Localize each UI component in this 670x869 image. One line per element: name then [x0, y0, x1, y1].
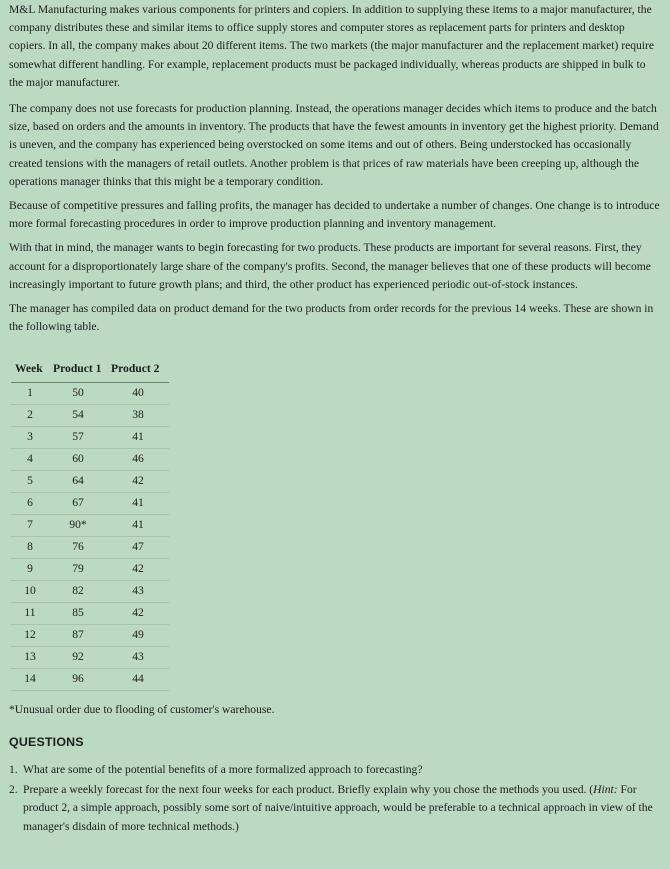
product-1-cell: 82	[49, 580, 107, 602]
demand-table-container	[11, 356, 661, 690]
table-row	[11, 668, 169, 690]
week-cell: 14	[11, 668, 49, 690]
demand-table	[11, 356, 169, 690]
product-2-cell: 38	[107, 404, 169, 426]
planning-paragraph: The company does not use forecasts for production planning. Instead, the operations manager decides which items to produce and the batch size, based on orders and the amounts in inventory. The products that have the fewest amounts in inventory get the highest priority. Demand is uneven, and the company has experienced being overstocked on some items and out of others. Being understocked has occasionally created tensions with the managers of retail outlets. Another problem is that prices of raw materials have been creeping up, although the operations manager thinks that this might be a temporary condition.	[9, 102, 659, 188]
table-row	[11, 426, 169, 448]
product-2-cell: 41	[107, 492, 169, 514]
week-cell: 13	[11, 646, 49, 668]
header-product-2: Product 2	[107, 356, 169, 382]
product-2-cell: 40	[107, 382, 169, 404]
product-2-cell: 42	[107, 602, 169, 624]
changes-paragraph: Because of competitive pressures and falling profits, the manager has decided to undertake a number of changes. One change is to introduce more formal forecasting procedures in order to improve production planning and inventory management.	[9, 199, 660, 231]
header-product-1: Product 1	[49, 356, 107, 382]
question-item	[9, 761, 661, 779]
product-1-cell: 50	[49, 382, 107, 404]
product-2-cell: 43	[107, 580, 169, 602]
product-1-cell: 96	[49, 668, 107, 690]
demand-table-body	[11, 382, 169, 690]
product-2-cell: 47	[107, 536, 169, 558]
product-1-cell: 79	[49, 558, 107, 580]
question-number: 2.	[9, 783, 18, 797]
week-cell: 7	[11, 514, 49, 536]
product-1-cell: 92	[49, 646, 107, 668]
question-text-after: For product 2, a simple approach, possibly some sort of naive/intuitive approach, would be preferable to a technical approach in view of the manager's disdain of more technical methods.)	[23, 783, 653, 833]
product-2-cell: 41	[107, 514, 169, 536]
table-row	[11, 580, 169, 602]
table-row	[11, 470, 169, 492]
footnote: *Unusual order due to flooding of customer's warehouse.	[9, 702, 275, 716]
week-cell: 3	[11, 426, 49, 448]
product-1-cell: 87	[49, 624, 107, 646]
product-1-cell: 67	[49, 492, 107, 514]
header-week: Week	[11, 356, 49, 382]
product-2-cell: 49	[107, 624, 169, 646]
product-2-cell: 42	[107, 470, 169, 492]
table-row	[11, 514, 169, 536]
forecasting-paragraph: With that in mind, the manager wants to begin forecasting for two products. These products are important for several reasons. First, they account for a disproportionately large share of the company's profits. Second, the manager believes that one of these products will become increasingly important to future growth plans; and third, the other product has experienced periodic out-of-stock instances.	[9, 241, 651, 291]
week-cell: 2	[11, 404, 49, 426]
question-item	[9, 781, 661, 836]
product-1-cell: 57	[49, 426, 107, 448]
week-cell: 5	[11, 470, 49, 492]
hint-label: Hint:	[593, 783, 618, 797]
question-number: 1.	[9, 763, 18, 777]
product-1-cell: 90*	[49, 514, 107, 536]
product-1-cell: 54	[49, 404, 107, 426]
week-cell: 1	[11, 382, 49, 404]
week-cell: 10	[11, 580, 49, 602]
week-cell: 11	[11, 602, 49, 624]
product-2-cell: 41	[107, 426, 169, 448]
question-text-before: Prepare a weekly forecast for the next four weeks for each product. Briefly explain why you chose the methods you used. (	[23, 783, 594, 797]
questions-list	[9, 761, 661, 836]
table-row	[11, 646, 169, 668]
product-2-cell: 46	[107, 448, 169, 470]
week-cell: 12	[11, 624, 49, 646]
data-paragraph: The manager has compiled data on product demand for the two products from order records for the previous 14 weeks. These are shown in the following table.	[9, 302, 654, 334]
table-row	[11, 558, 169, 580]
product-2-cell: 43	[107, 646, 169, 668]
table-row	[11, 492, 169, 514]
product-1-cell: 60	[49, 448, 107, 470]
table-row	[11, 448, 169, 470]
product-1-cell: 76	[49, 536, 107, 558]
week-cell: 4	[11, 448, 49, 470]
product-1-cell: 85	[49, 602, 107, 624]
table-row	[11, 382, 169, 404]
table-row	[11, 624, 169, 646]
table-row	[11, 404, 169, 426]
week-cell: 8	[11, 536, 49, 558]
product-2-cell: 44	[107, 668, 169, 690]
product-1-cell: 64	[49, 470, 107, 492]
question-text	[23, 781, 661, 836]
table-row	[11, 536, 169, 558]
table-header-row	[11, 356, 169, 382]
product-2-cell: 42	[107, 558, 169, 580]
questions-heading: QUESTIONS	[9, 734, 84, 749]
case-study-page	[9, 1, 661, 838]
table-row	[11, 602, 169, 624]
week-cell: 9	[11, 558, 49, 580]
intro-paragraph: M&L Manufacturing makes various components for printers and copiers. In addition to supplying these items to a major manufacturer, the company distributes these and similar items to office supply stores and computer stores as replacement parts for printers and desktop copiers. In all, the company makes about 20 different items. The two markets (the major manufacturer and the replacement market) require somewhat different handling. For example, replacement products must be packaged individually, whereas products are shipped in bulk to the major manufacturer.	[9, 3, 655, 89]
question-text: What are some of the potential benefits of a more formalized approach to forecasting?	[23, 763, 423, 777]
week-cell: 6	[11, 492, 49, 514]
